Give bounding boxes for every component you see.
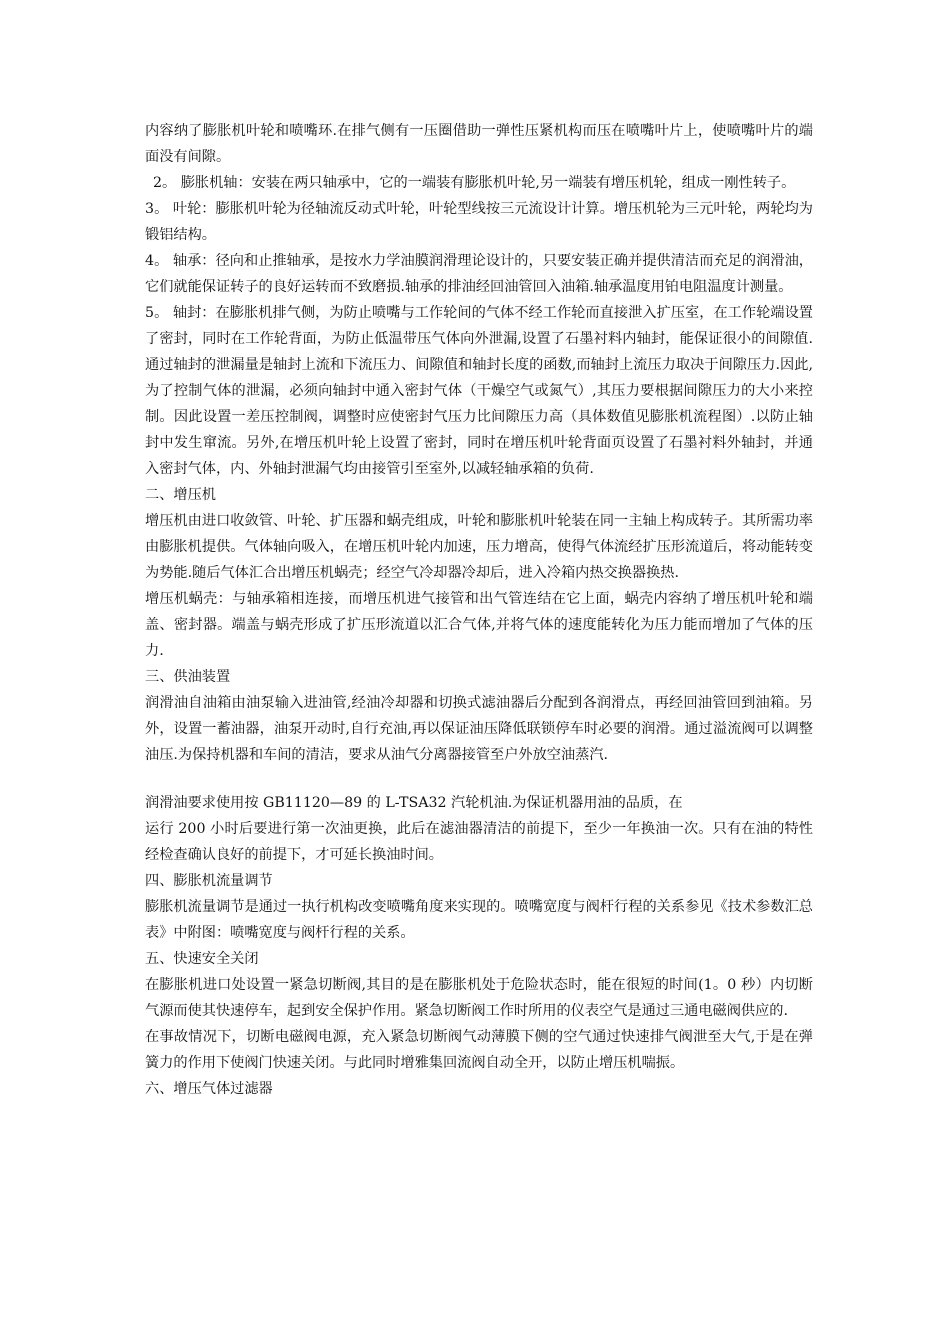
paragraph-oil-change: 运行 200 小时后要进行第一次油更换，此后在滤油器清洁的前提下，至少一年换油一次。只有在油的特性经检查确认良好的前提下，才可延长换油时间。 <box>145 821 813 863</box>
paragraph-expander-shaft: 2。 膨胀机轴：安装在两只轴承中，它的一端装有膨胀机叶轮,另一端装有增压机轮，组成一刚性转子。 <box>153 175 796 191</box>
heading-oil-supply: 三、供油装置 <box>145 669 231 685</box>
paragraph-emergency-valve: 在膨胀机进口处设置一紧急切断阀,其目的是在膨胀机处于危险状态时，能在很短的时间(1。0 秒）内切断气源而使其快速停车，起到安全保护作用。紧急切断阀工作时所用的仪表空气是通过三通电磁阀供应的. <box>145 977 813 1019</box>
paragraph-oil-spec: 润滑油要求使用按 GB11120—89 的 L-TSA32 汽轮机油.为保证机器用油的品质，在 <box>145 795 683 811</box>
paragraph-flow-regulation: 膨胀机流量调节是通过一执行机构改变喷嘴角度来实现的。喷嘴宽度与阀杆行程的关系参见《技术参数汇总表》中附图：喷嘴宽度与阀杆行程的关系。 <box>145 899 813 941</box>
paragraph-shaft-seal: 5。 轴封：在膨胀机排气侧，为防止喷嘴与工作轮间的气体不经工作轮而直接泄入扩压室，在工作轮端设置了密封，同时在工作轮背面，为防止低温带压气体向外泄漏,设置了石墨衬料内轴封，能保证很小的间隙值.通过轴封的泄漏量是轴封上流和下流压力、间隙值和轴封长度的函数,而轴封上流压力取决于间隙压力.因此,为了控制气体的泄漏，必须向轴封中通入密封气体（干燥空气或氮气）,其压力要根据间隙压力的大小来控制。因此设置一差压控制阀，调整时应使密封气压力比间隙压力高（具体数值见膨胀机流程图）.以防止轴封中发生窜流。另外,在增压机叶轮上设置了密封，同时在增压机叶轮背面页设置了石墨衬料外轴封，并通入密封气体，内、外轴封泄漏气均由接管引至室外,以减轻轴承箱的负荷. <box>145 305 813 477</box>
paragraph-booster: 增压机由进口收敛管、叶轮、扩压器和蜗壳组成，叶轮和膨胀机叶轮装在同一主轴上构成转子。其所需功率由膨胀机提供。气体轴向吸入，在增压机叶轮内加速，压力增高，使得气体流经扩压形流道后，将动能转变为势能.随后气体汇合出增压机蜗壳；经空气冷却器冷却后，进入冷箱内热交换器换热. <box>145 513 813 581</box>
paragraph-nozzle-ring: 内容纳了膨胀机叶轮和喷嘴环.在排气侧有一压圈借助一弹性压紧机构而压在喷嘴叶片上，使喷嘴叶片的端面没有间隙。 <box>145 123 813 165</box>
paragraph-bearing: 4。 轴承：径向和止推轴承，是按水力学油膜润滑理论设计的，只要安装正确并提供清洁而充足的润滑油，它们就能保证转子的良好运转而不致磨损.轴承的排油经回油管回入油箱.轴承温度用铂电阻温度计测量。 <box>145 253 813 295</box>
document-body <box>145 118 813 1102</box>
paragraph-impeller: 3。 叶轮：膨胀机叶轮为径轴流反动式叶轮，叶轮型线按三元流设计计算。增压机轮为三元叶轮，两轮均为锻铝结构。 <box>145 201 813 243</box>
paragraph-booster-volute: 增压机蜗壳：与轴承箱相连接，而增压机进气接管和出气管连结在它上面，蜗壳内容纳了增压机叶轮和端盖、密封器。端盖与蜗壳形成了扩压形流道以汇合气体,并将气体的速度能转化为压力能而增加了气体的压力. <box>145 591 813 659</box>
heading-booster: 二、增压机 <box>145 487 216 503</box>
heading-gas-filter: 六、增压气体过滤器 <box>145 1081 273 1097</box>
blank-line <box>145 768 813 790</box>
heading-flow-regulation: 四、膨胀机流量调节 <box>145 873 273 889</box>
heading-safety-shutoff: 五、快速安全关闭 <box>145 951 259 967</box>
paragraph-oil-supply: 润滑油自油箱由油泵输入进油管,经油冷却器和切换式滤油器后分配到各润滑点，再经回油管回到油箱。另外，设置一蓄油器，油泵开动时,自行充油,再以保证油压降低联锁停车时必要的润滑。通过溢流阀可以调整油压.为保持机器和车间的清洁，要求从油气分离器接管至户外放空油蒸汽. <box>145 695 813 763</box>
paragraph-emergency-case: 在事故情况下，切断电磁阀电源，充入紧急切断阀气动薄膜下侧的空气通过快速排气阀泄至大气,于是在弹簧力的作用下使阀门快速关闭。与此同时增雅集回流阀自动全开，以防止增压机喘振。 <box>145 1029 813 1071</box>
